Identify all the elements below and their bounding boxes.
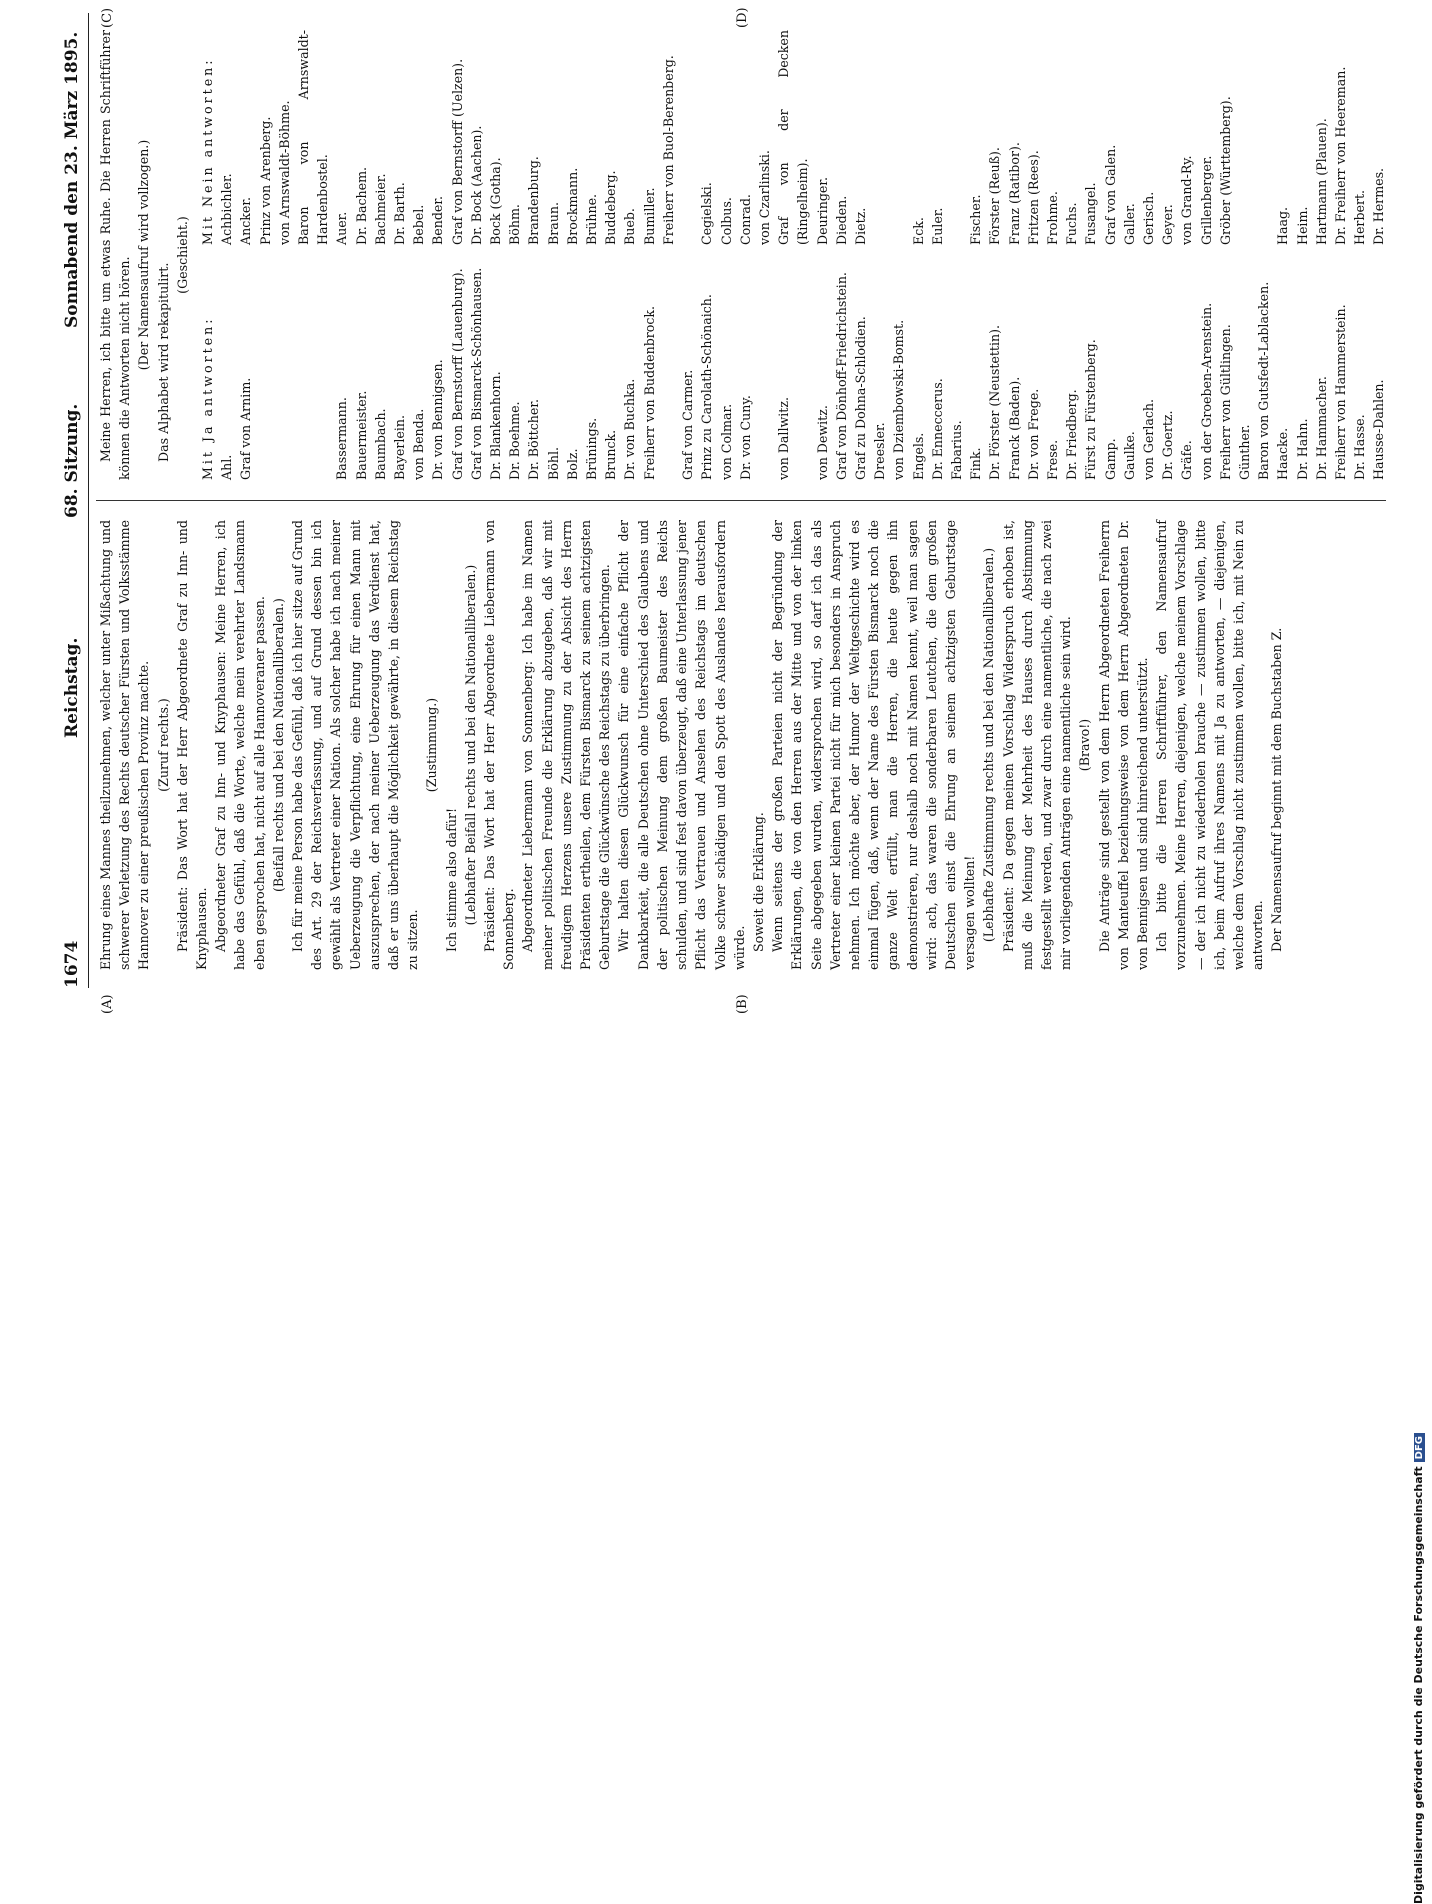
yes-voter: Baron von Gutsfedt-Lablacken. xyxy=(1256,281,1272,480)
yes-voter: Fürst zu Fürstenberg. xyxy=(1083,339,1099,480)
right-text-column xyxy=(96,30,1389,480)
roll-row xyxy=(1062,30,1081,480)
yes-voter: Graf von Carmer. xyxy=(680,369,696,480)
no-voter: Fuchs. xyxy=(1064,202,1080,245)
paragraph: (Beifall rechts und bei den Nationalliberalen.) xyxy=(270,598,286,892)
yes-voter: von Colmar. xyxy=(718,403,734,480)
yes-voter: Dr. Enneccerus. xyxy=(929,378,945,480)
page-number: 1674 xyxy=(62,940,82,988)
roll-row xyxy=(294,30,332,480)
paragraph: Meine Herren, ich bitte um etwas Ruhe. Die Herren Schriftführer können die Antworten nicht hören. xyxy=(98,30,133,480)
roll-row xyxy=(1120,30,1139,480)
roll-row xyxy=(1197,30,1216,480)
yes-voter: Gräfe. xyxy=(1179,440,1195,480)
paragraph: (Lebhafte Zustimmung rechts und bei den Nationalliberalen.) xyxy=(981,547,997,943)
no-voter: Galler. xyxy=(1121,203,1137,245)
yes-voter: Graf von Dönhoff-Friedrichstein. xyxy=(833,272,849,480)
no-voter: Dr. Bock (Aachen). xyxy=(468,125,484,245)
roll-row xyxy=(409,30,428,480)
margin-mark-b: (B) xyxy=(735,994,750,1014)
page-header xyxy=(62,13,86,988)
roll-row xyxy=(620,30,639,480)
yes-voter: Fink. xyxy=(968,447,984,480)
yes-voter: Frese. xyxy=(1044,439,1060,480)
roll-row xyxy=(851,30,870,480)
roll-row xyxy=(966,30,985,480)
no-voter: Gröber (Württemberg). xyxy=(1217,96,1233,245)
yes-voter xyxy=(275,245,294,480)
roll-row xyxy=(985,30,1004,480)
roll-row xyxy=(217,30,236,480)
paragraph: (Zustimmung.) xyxy=(424,697,440,793)
roll-row xyxy=(640,30,659,480)
no-voter: Euler. xyxy=(929,207,945,245)
roll-row xyxy=(659,30,678,480)
yes-voter: Ahl. xyxy=(219,454,235,480)
roll-row xyxy=(1177,30,1196,480)
yes-voter: Dr. Förster (Neustettin). xyxy=(987,324,1003,480)
publication-title: Reichstag. xyxy=(62,637,82,738)
yes-voter: Fabarius. xyxy=(948,420,964,480)
roll-row xyxy=(332,30,351,480)
paragraph: Abgeordneter Graf zu Inn- und Knyphausen: Meine Herren, ich habe das Gefühl, daß die Worte, welche mein verehrter Landsmann eben gesprochen hat, nicht auf alle Hannoveraner passen. xyxy=(213,520,267,970)
roll-row xyxy=(697,30,716,480)
yes-voter: von Gerlach. xyxy=(1140,398,1156,480)
yes-voter: Dr. Hahn. xyxy=(1294,418,1310,480)
no-voter: von Czarlinski. xyxy=(756,150,772,245)
yes-voter: von Benda. xyxy=(411,408,427,480)
yes-voter: Bauermeister. xyxy=(353,390,369,480)
paragraph: Das Alphabet wird rekapitulirt. xyxy=(155,262,171,462)
roll-row xyxy=(236,30,255,480)
no-voter xyxy=(1254,30,1273,245)
yes-voter: Dr. Böttcher. xyxy=(526,399,542,480)
paragraph: (Geschieht.) xyxy=(174,216,190,294)
roll-row xyxy=(774,30,812,480)
no-voter: Franz (Ratibor). xyxy=(1006,142,1022,245)
roll-row xyxy=(870,30,889,480)
paragraph: Ehrung eines Mannes theilzunehmen, welcher unter Mißachtung und schwerer Verletzung des Rechts deutscher Fürsten und Volksstämme Hannover zu einer preußischen Provinz machte. xyxy=(98,520,152,970)
margin-mark-a: (A) xyxy=(100,994,115,1014)
no-voter: Colbus. xyxy=(718,197,734,245)
roll-row xyxy=(813,30,832,480)
no-voter: Gerisch. xyxy=(1140,191,1156,245)
yes-voter: Hausse-Dahlen. xyxy=(1371,379,1387,480)
yes-voter xyxy=(294,245,332,480)
no-voter: Conrad. xyxy=(737,194,753,245)
roll-row xyxy=(352,30,371,480)
roll-row xyxy=(582,30,601,480)
roll-row xyxy=(1158,30,1177,480)
roll-row xyxy=(1293,30,1312,480)
paragraph: Die Anträge sind gestellt von dem Herrn Abgeordneten Freiherrn von Manteuffel beziehungsweise von dem Herrn Abgeordneten Dr. von Bennigsen und sind hinreichend unterstützt. xyxy=(1096,520,1150,970)
roll-row xyxy=(1043,30,1062,480)
no-voter: Auer. xyxy=(334,211,350,245)
roll-row xyxy=(1350,30,1369,480)
no-voter: Böhm. xyxy=(507,204,523,245)
roll-row xyxy=(1081,30,1100,480)
no-voter: Förster (Reuß). xyxy=(987,147,1003,245)
no-voter: Frohme. xyxy=(1044,191,1060,245)
yes-voter: Gaulke. xyxy=(1121,431,1137,480)
no-voter: Graf von Bernstorff (Uelzen). xyxy=(449,58,465,245)
yes-voter: von Dziembowski-Bomst. xyxy=(891,319,907,480)
paragraph: Präsident: Da gegen meinen Vorschlag Widerspruch erhoben ist, muß die Meinung der Mehrheit des Hauses durch Abstimmung festgestellt werden, und zwar durch eine namentliche, die nach zwei mir vorliegenden Anträgen eine namentliche sein wird. xyxy=(1000,520,1074,970)
yes-voter: Engels. xyxy=(910,432,926,480)
roll-row xyxy=(909,30,928,480)
yes-voter: Brunck. xyxy=(603,429,619,480)
no-voter: Brandenburg. xyxy=(526,156,542,245)
no-voter: Baron von Arnswaldt-Hardenbostel. xyxy=(296,30,331,245)
roll-row xyxy=(1005,30,1024,480)
paragraph: Ich für meine Person habe das Gefühl, daß ich hier sitze auf Grund des Art. 29 der Reichsverfassung, und auf Grund dessen bin ich gewählt als Vertreter einer Nation. Als solcher habe ich nach meiner Ueberzeugung die Verpflichtung, eine Ehrung für einen Mann mit auszusprechen, der nach meiner Ueberzeugung das Verdienst hat, daß er uns überhaupt die Möglichkeit gewährte, in diesem Reichstag zu sitzen. xyxy=(290,520,421,970)
paragraph: Ich bitte die Herren Schriftführer, den Namensaufruf vorzunehmen. Meine Herren, diejenigen, welche meinem Vorschlage — der ich nicht zu wiederholen brauche — zustimmen wollen, bitte ich, beim Aufruf ihres Namens mit Ja zu antworten, — diejenigen, welche dem Vorschlag nicht zustimmen wollen, bitte ich, mit Nein zu antworten. xyxy=(1154,520,1266,970)
yes-voter xyxy=(755,245,774,480)
roll-row xyxy=(544,30,563,480)
no-voter: Fusangel. xyxy=(1083,182,1099,245)
paragraph: (Bravo!) xyxy=(1077,718,1093,772)
yes-voter: Böhl. xyxy=(545,447,561,480)
session-date: Sonnabend den 23. März 1895. xyxy=(62,31,82,328)
roll-row xyxy=(524,30,543,480)
roll-row xyxy=(275,30,294,480)
no-voter: Haag. xyxy=(1275,206,1291,245)
yes-voter: Franck (Baden). xyxy=(1006,376,1022,480)
yes-voter: Dr. Boehme. xyxy=(507,401,523,480)
no-voter xyxy=(678,30,697,245)
roll-row xyxy=(1216,30,1235,480)
no-voter: Dieden. xyxy=(833,195,849,245)
roll-row xyxy=(1139,30,1158,480)
roll-row xyxy=(832,30,851,480)
column-divider xyxy=(96,500,1386,501)
margin-mark-c: (C) xyxy=(100,7,115,28)
no-voter: Dr. Bachem. xyxy=(353,166,369,245)
roll-row xyxy=(1312,30,1331,480)
roll-row xyxy=(947,30,966,480)
yes-voter: Haacke. xyxy=(1275,427,1291,480)
roll-row xyxy=(505,30,524,480)
no-voter: Hartmann (Plauen). xyxy=(1313,118,1329,245)
watermark-text: Digitalisierung gefördert durch die Deutsche Forschungsgemeinschaft xyxy=(1412,1466,1425,1904)
roll-row xyxy=(928,30,947,480)
no-voter: Herbert. xyxy=(1352,189,1368,245)
roll-call-list xyxy=(198,30,1389,480)
no-voter: Bebel. xyxy=(411,204,427,245)
paragraph: Der Namensaufruf beginnt mit dem Buchstaben Z. xyxy=(1269,627,1285,952)
yes-voter: von Dewitz. xyxy=(814,405,830,480)
yes-voter: Brünings. xyxy=(584,417,600,480)
yes-voter: Dr. Blankenhorn. xyxy=(488,371,504,480)
yes-voter: Graf von Arnim. xyxy=(238,377,254,480)
no-voter: Fischer. xyxy=(968,194,984,245)
yes-voter: Freiherr von Buddenbrock. xyxy=(641,305,657,480)
roll-row xyxy=(889,30,908,480)
yes-voter: Bassermann. xyxy=(334,397,350,480)
yes-voter: Baumbach. xyxy=(372,408,388,480)
roll-row xyxy=(1024,30,1043,480)
paragraph: Präsident: Das Wort hat der Herr Abgeordnete Liebermann von Sonnenberg. xyxy=(482,520,517,970)
no-voter: Prinz von Arenberg. xyxy=(257,116,273,245)
roll-row xyxy=(678,30,697,480)
no-voter xyxy=(947,30,966,245)
yes-voter: Dr. Goertz. xyxy=(1160,410,1176,480)
no-voter: Bumiller. xyxy=(641,187,657,245)
roll-row xyxy=(601,30,620,480)
no-voter: Bock (Gotha). xyxy=(488,157,504,245)
roll-header-yes: Mit Ja antworten: xyxy=(200,316,216,480)
no-voter: Brühne. xyxy=(584,193,600,245)
roll-row xyxy=(1235,30,1254,480)
roll-header-no: Mit Nein antworten: xyxy=(200,57,216,245)
roll-row xyxy=(755,30,774,480)
no-voter: Deuringer. xyxy=(814,177,830,245)
yes-voter: von der Groeben-Arenstein. xyxy=(1198,302,1214,480)
yes-voter: Dr. Friedberg. xyxy=(1064,389,1080,480)
roll-row xyxy=(1101,30,1120,480)
session-label: 68. Sitzung. xyxy=(62,403,82,518)
no-voter: Fritzen (Rees). xyxy=(1025,150,1041,245)
right-intro-text xyxy=(96,30,192,480)
roll-row xyxy=(467,30,486,480)
no-voter: Braun. xyxy=(545,201,561,245)
roll-row xyxy=(486,30,505,480)
yes-voter: Dr. von Cuny. xyxy=(737,395,753,480)
yes-voter: Dr. von Frege. xyxy=(1025,388,1041,480)
paragraph: Abgeordneter Liebermann von Sonnenberg: Ich habe im Namen meiner politischen Freunde die Erklärung abzugeben, daß wir mit freudigem Herzens unsere Zustimmung zu der Absicht des Herrn Präsidenten ertheilen, dem Fürsten Bismarck zu seinem achtzigsten Geburtstage die Glückwünsche des Reichstags zu überbringen. xyxy=(520,520,613,970)
no-voter: Graf von Galen. xyxy=(1102,144,1118,245)
no-voter: Buddeberg. xyxy=(603,170,619,245)
no-voter: Bueb. xyxy=(622,208,638,245)
no-voter: Bender. xyxy=(430,196,446,245)
yes-voter: Bayerlein. xyxy=(392,415,408,480)
watermark xyxy=(1406,0,1428,1904)
roll-row xyxy=(736,30,755,480)
yes-voter: von Dallwitz. xyxy=(776,397,792,480)
yes-voter: Dr. von Bennigsen. xyxy=(430,359,446,480)
roll-rows xyxy=(217,30,1388,480)
paragraph: Präsident: Das Wort hat der Herr Abgeordnete Graf zu Inn- und Knyphausen. xyxy=(174,520,210,970)
yes-voter: Graf von Bernstorff (Lauenburg). xyxy=(449,268,465,480)
paragraph: (Lebhafter Beifall rechts und bei den Nationalliberalen.) xyxy=(462,564,478,926)
no-voter: Dr. Freiherr von Heereman. xyxy=(1333,66,1348,245)
roll-row xyxy=(1273,30,1292,480)
paragraph: (Zuruf rechts.) xyxy=(155,698,171,792)
no-voter xyxy=(1235,30,1254,245)
no-voter: Graf von der Decken (Ringelheim). xyxy=(776,30,811,245)
no-voter: Brockmann. xyxy=(564,167,580,245)
no-voter: Cegielski. xyxy=(699,182,715,245)
no-voter: Geyer. xyxy=(1160,204,1176,245)
roll-row xyxy=(1331,30,1350,480)
yes-voter xyxy=(256,245,275,480)
no-voter: Achbichler. xyxy=(219,173,235,245)
yes-voter: Graf von Bismarck-Schönhausen. xyxy=(468,267,484,480)
no-voter: von Arnswaldt-Böhme. xyxy=(276,100,292,245)
left-text-column xyxy=(96,520,1287,970)
paragraph: Wenn seitens der großen Parteien nicht der Begründung der Erklärungen, die von den Herren aus der Mitte und von der linken Seite abgegeben wurden, widersprochen wird, so darf ich das als Vertreter einer kleinen Partei nicht für mich besonders in Anspruch nehmen. Ich möchte aber, der Humor der Weltgeschichte wird es einmal fügen, daß, wenn der Name des Fürsten Bismarck noch die ganze Welt erfüllt, man die Herren, die heute gegen ihn demonstrieren, nur deshalb noch mit Namen kennt, weil man sagen wird: ach, das waren die sonderbaren Leutchen, die dem großen Deutschen einst die Ehrung an seinem achtzigsten Geburtstage versagen wollten! xyxy=(770,520,978,970)
roll-row xyxy=(256,30,275,480)
dfg-badge: DFG xyxy=(1414,1433,1425,1462)
yes-voter: Freiherr von Hammerstein. xyxy=(1333,304,1348,480)
roll-row xyxy=(428,30,447,480)
no-voter: Dr. Hermes. xyxy=(1371,167,1387,245)
yes-voter xyxy=(659,245,678,480)
paragraph: Wir halten diesen Glückwunsch für eine einfache Pflicht der Dankbarkeit, die alle Deutschen ohne Unterschied des Glaubens und der politischen Meinung dem großen Baumeister des Reichs schulden, und sind fest davon überzeugt, daß eine Unterlassung jener Pflicht das Vertrauen und Ansehen des Reichstags im deutschen Volke schwer schädigen und den Spott des Auslandes herausfordern würde. xyxy=(616,520,747,970)
roll-row xyxy=(1369,30,1388,480)
no-voter: Dr. Barth. xyxy=(392,182,408,245)
yes-voter: Dreesler. xyxy=(872,422,888,480)
yes-voter: Dr. Hasse. xyxy=(1352,414,1368,480)
yes-voter: Prinz zu Carolath-Schönaich. xyxy=(699,294,715,480)
margin-mark-d: (D) xyxy=(735,7,750,28)
roll-row xyxy=(448,30,467,480)
roll-row xyxy=(563,30,582,480)
header-rule xyxy=(88,13,89,988)
yes-voter: Dr. von Buchka. xyxy=(622,378,638,480)
paragraph: (Der Namensaufruf wird vollzogen.) xyxy=(136,139,152,371)
no-voter: Bachmeier. xyxy=(372,173,388,245)
yes-voter: Gamp. xyxy=(1102,438,1118,480)
no-voter xyxy=(870,30,889,245)
no-voter: von Grand-Ry. xyxy=(1179,155,1195,245)
no-voter: Heim. xyxy=(1294,206,1310,245)
yes-voter: Graf zu Dohna-Schlodien. xyxy=(852,316,868,480)
paragraph: Soweit die Erklärung. xyxy=(750,812,766,952)
no-voter: Grillenberger. xyxy=(1198,155,1214,245)
no-voter: Ancker. xyxy=(238,197,254,245)
no-voter: Freiherr von Buol-Berenberg. xyxy=(660,55,676,245)
no-voter xyxy=(889,30,908,245)
no-voter: Eck. xyxy=(910,217,926,245)
yes-voter: Freiherr von Gültlingen. xyxy=(1217,324,1233,480)
roll-row xyxy=(371,30,390,480)
roll-row xyxy=(1254,30,1273,480)
roll-row xyxy=(390,30,409,480)
no-voter: Dietz. xyxy=(852,207,868,245)
yes-voter: Günther. xyxy=(1236,424,1252,480)
yes-voter: Bolz. xyxy=(564,448,580,480)
yes-voter: Dr. Hammacher. xyxy=(1313,376,1329,480)
roll-row xyxy=(717,30,736,480)
paragraph: Ich stimme also dafür! xyxy=(443,807,459,952)
